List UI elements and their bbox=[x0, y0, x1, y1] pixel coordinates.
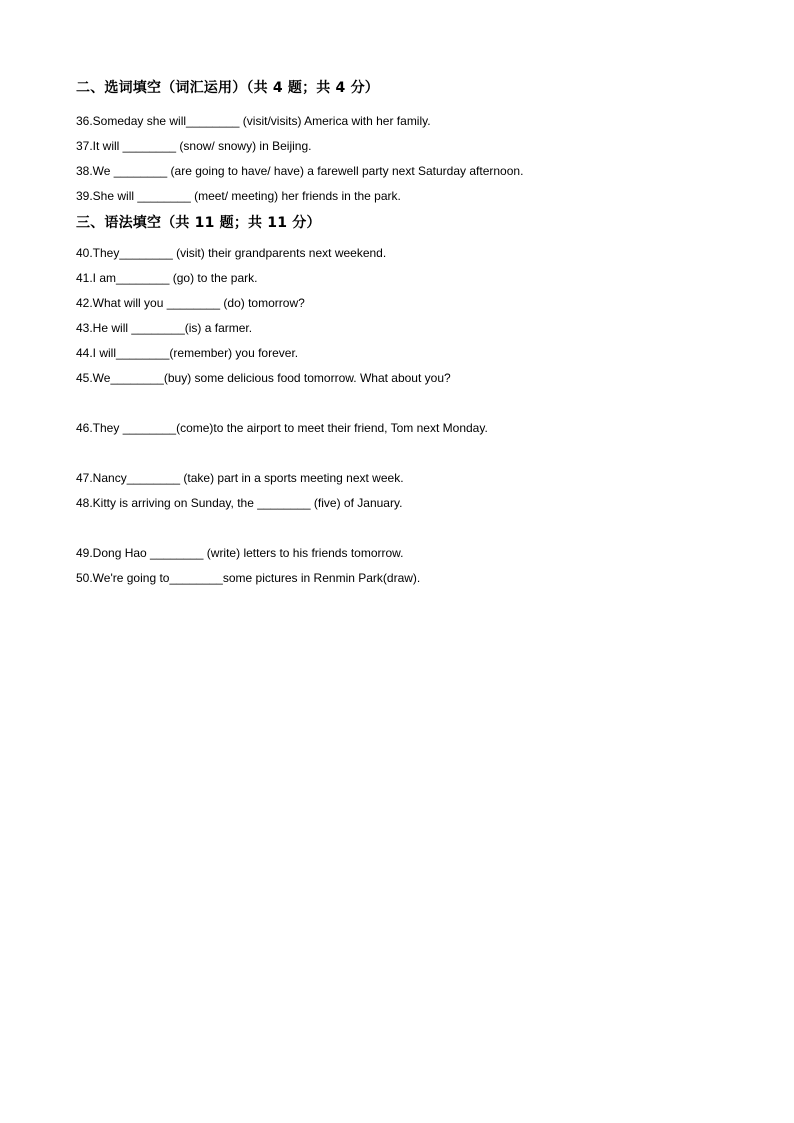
question-43: 43.He will ________(is) a farmer. bbox=[76, 321, 253, 335]
question-40: 40.They________ (visit) their grandparents next weekend. bbox=[76, 246, 387, 260]
section-title-grammar: 三、语法填空（共 11 题；共 11 分） bbox=[76, 215, 321, 231]
question-42: 42.What will you ________ (do) tomorrow? bbox=[76, 296, 305, 310]
question-36: 36.Someday she will________ (visit/visits) America with her family. bbox=[76, 114, 431, 128]
question-45: 45.We________(buy) some delicious food tomorrow. What about you? bbox=[76, 371, 451, 385]
worksheet-page bbox=[76, 78, 736, 586]
section-title-vocabulary: 二、选词填空（词汇运用）（共 4 题；共 4 分） bbox=[76, 80, 379, 96]
question-41: 41.I am________ (go) to the park. bbox=[76, 271, 258, 285]
question-39: 39.She will ________ (meet/ meeting) her friends in the park. bbox=[76, 189, 401, 203]
question-47: 47.Nancy________ (take) part in a sports meeting next week. bbox=[76, 471, 404, 485]
question-49: 49.Dong Hao ________ (write) letters to his friends tomorrow. bbox=[76, 546, 404, 560]
question-48: 48.Kitty is arriving on Sunday, the ________ (five) of January. bbox=[76, 496, 403, 510]
question-50: 50.We're going to________some pictures in Renmin Park(draw). bbox=[76, 571, 421, 585]
question-44: 44.I will________(remember) you forever. bbox=[76, 346, 299, 360]
question-37: 37.It will ________ (snow/ snowy) in Beijing. bbox=[76, 139, 312, 153]
question-46: 46.They ________(come)to the airport to meet their friend, Tom next Monday. bbox=[76, 421, 488, 435]
question-38: 38.We ________ (are going to have/ have) a farewell party next Saturday afternoon. bbox=[76, 164, 524, 178]
